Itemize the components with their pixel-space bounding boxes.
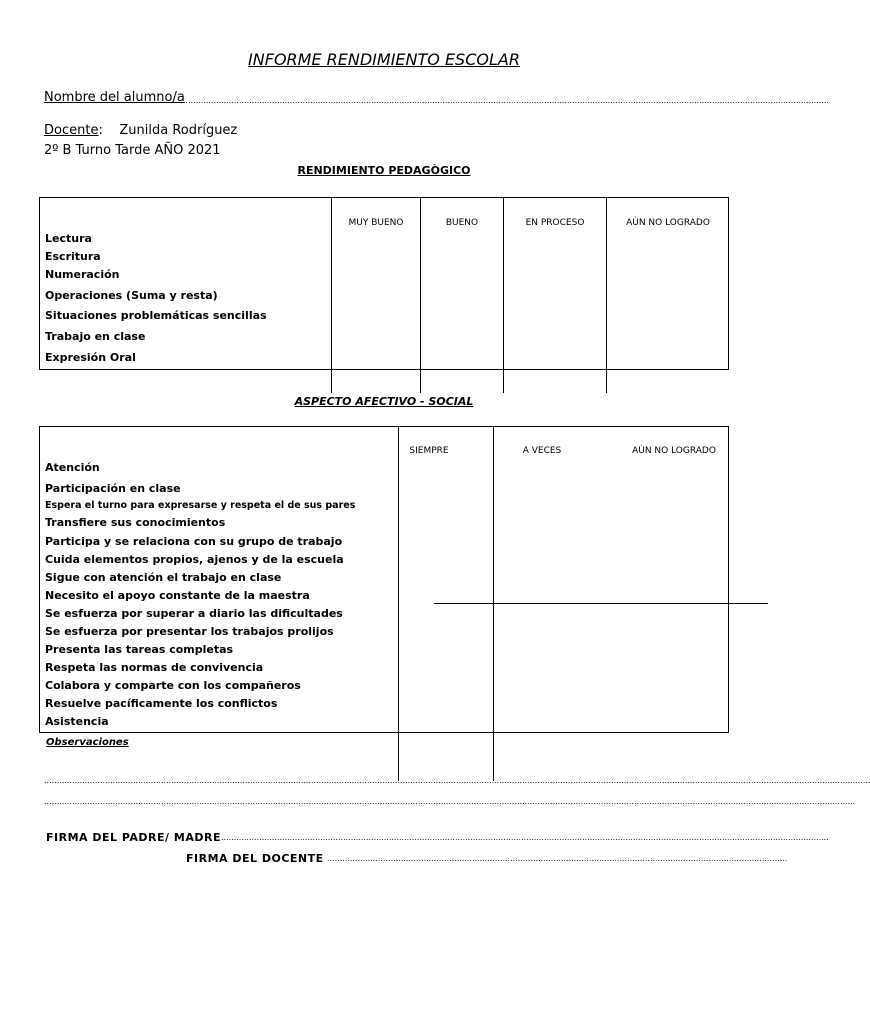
teacher-label: Docente (44, 123, 99, 138)
afectivo-title: ASPECTO AFECTIVO - SOCIAL (294, 395, 474, 408)
firma-docente-dotted-line: ..................................................................................................................................................................................... (327, 854, 788, 863)
item-esfuerza-superar: Se esfuerza por superar a diario las dificultades (45, 607, 343, 620)
item-sigue-atencion: Sigue con atención el trabajo en clase (45, 571, 282, 584)
col-a-veces: A VECES (522, 446, 562, 456)
item-operaciones: Operaciones (Suma y resta) (45, 289, 218, 302)
firma-docente-row (186, 847, 324, 866)
item-escritura: Escritura (45, 250, 101, 263)
item-normas-convivencia: Respeta las normas de convivencia (45, 661, 264, 674)
pedagogico-title: RENDIMIENTO PEDAGÒGICO (297, 164, 471, 177)
teacher-row: Docente: Zunilda Rodríguez (44, 123, 238, 138)
col-siempre: SIEMPRE (409, 446, 449, 456)
item-esfuerza-prolijos: Se esfuerza por presentar los trabajos prolijos (45, 625, 334, 638)
item-trabajo-clase: Trabajo en clase (45, 330, 146, 343)
course-line: 2º B Turno Tarde AÑO 2021 (44, 143, 221, 158)
item-asistencia: Asistencia (45, 715, 109, 728)
item-atencion: Atención (45, 461, 100, 474)
item-numeracion: Numeración (45, 268, 120, 281)
firma-padre-row (46, 826, 221, 845)
firma-docente-label: FIRMA DEL DOCENTE (186, 852, 324, 865)
item-participacion: Participación en clase (45, 482, 181, 495)
firma-padre-dotted-line: ............................................................................................................................................................................................................................................... (221, 833, 829, 842)
firma-padre-label: FIRMA DEL PADRE/ MADRE (46, 831, 221, 844)
item-situaciones: Situaciones problemáticas sencillas (45, 309, 267, 322)
afectivo-col-divider-1 (398, 426, 399, 781)
item-espera-turno: Espera el turno para expresarse y respeta el de sus pares (45, 500, 356, 511)
col-muy-bueno: MUY BUENO (348, 218, 404, 228)
col-en-proceso: EN PROCESO (525, 218, 585, 228)
teacher-name: Zunilda Rodríguez (119, 123, 238, 138)
observaciones-label: Observaciones (46, 737, 129, 748)
col-aun-no-logrado: AÙN NO LOGRADO (626, 218, 710, 228)
document-title: INFORME RENDIMIENTO ESCOLAR (248, 50, 520, 69)
item-colabora: Colabora y comparte con los compañeros (45, 679, 301, 692)
item-lectura: Lectura (45, 232, 92, 245)
item-participa-grupo: Participa y se relaciona con su grupo de trabajo (45, 535, 343, 548)
student-name-dotted-line: .............................................................................................................................................................................................................................................................. (183, 96, 829, 105)
item-transfiere: Transfiere sus conocimientos (45, 516, 226, 529)
afectivo-row-divider (434, 603, 768, 604)
item-cuida-elementos: Cuida elementos propios, ajenos y de la escuela (45, 553, 344, 566)
item-resuelve-conflictos: Resuelve pacíficamente los conflictos (45, 697, 278, 710)
observaciones-dotted-line-1: ..................................................................................................................................................................................................................................................................................................................................... (44, 776, 870, 785)
student-name-row (44, 90, 185, 105)
item-expresion-oral: Expresión Oral (45, 351, 136, 364)
col-aun-no-logrado-2: AÙN NO LOGRADO (632, 446, 716, 456)
student-label: Nombre del alumno/a (44, 90, 185, 105)
observaciones-dotted-line-2: ............................................................................................................................................................................................................................................................................................................................... (44, 797, 856, 806)
item-necesito-apoyo: Necesito el apoyo constante de la maestra (45, 589, 310, 602)
col-bueno: BUENO (445, 218, 479, 228)
item-tareas-completas: Presenta las tareas completas (45, 643, 234, 656)
